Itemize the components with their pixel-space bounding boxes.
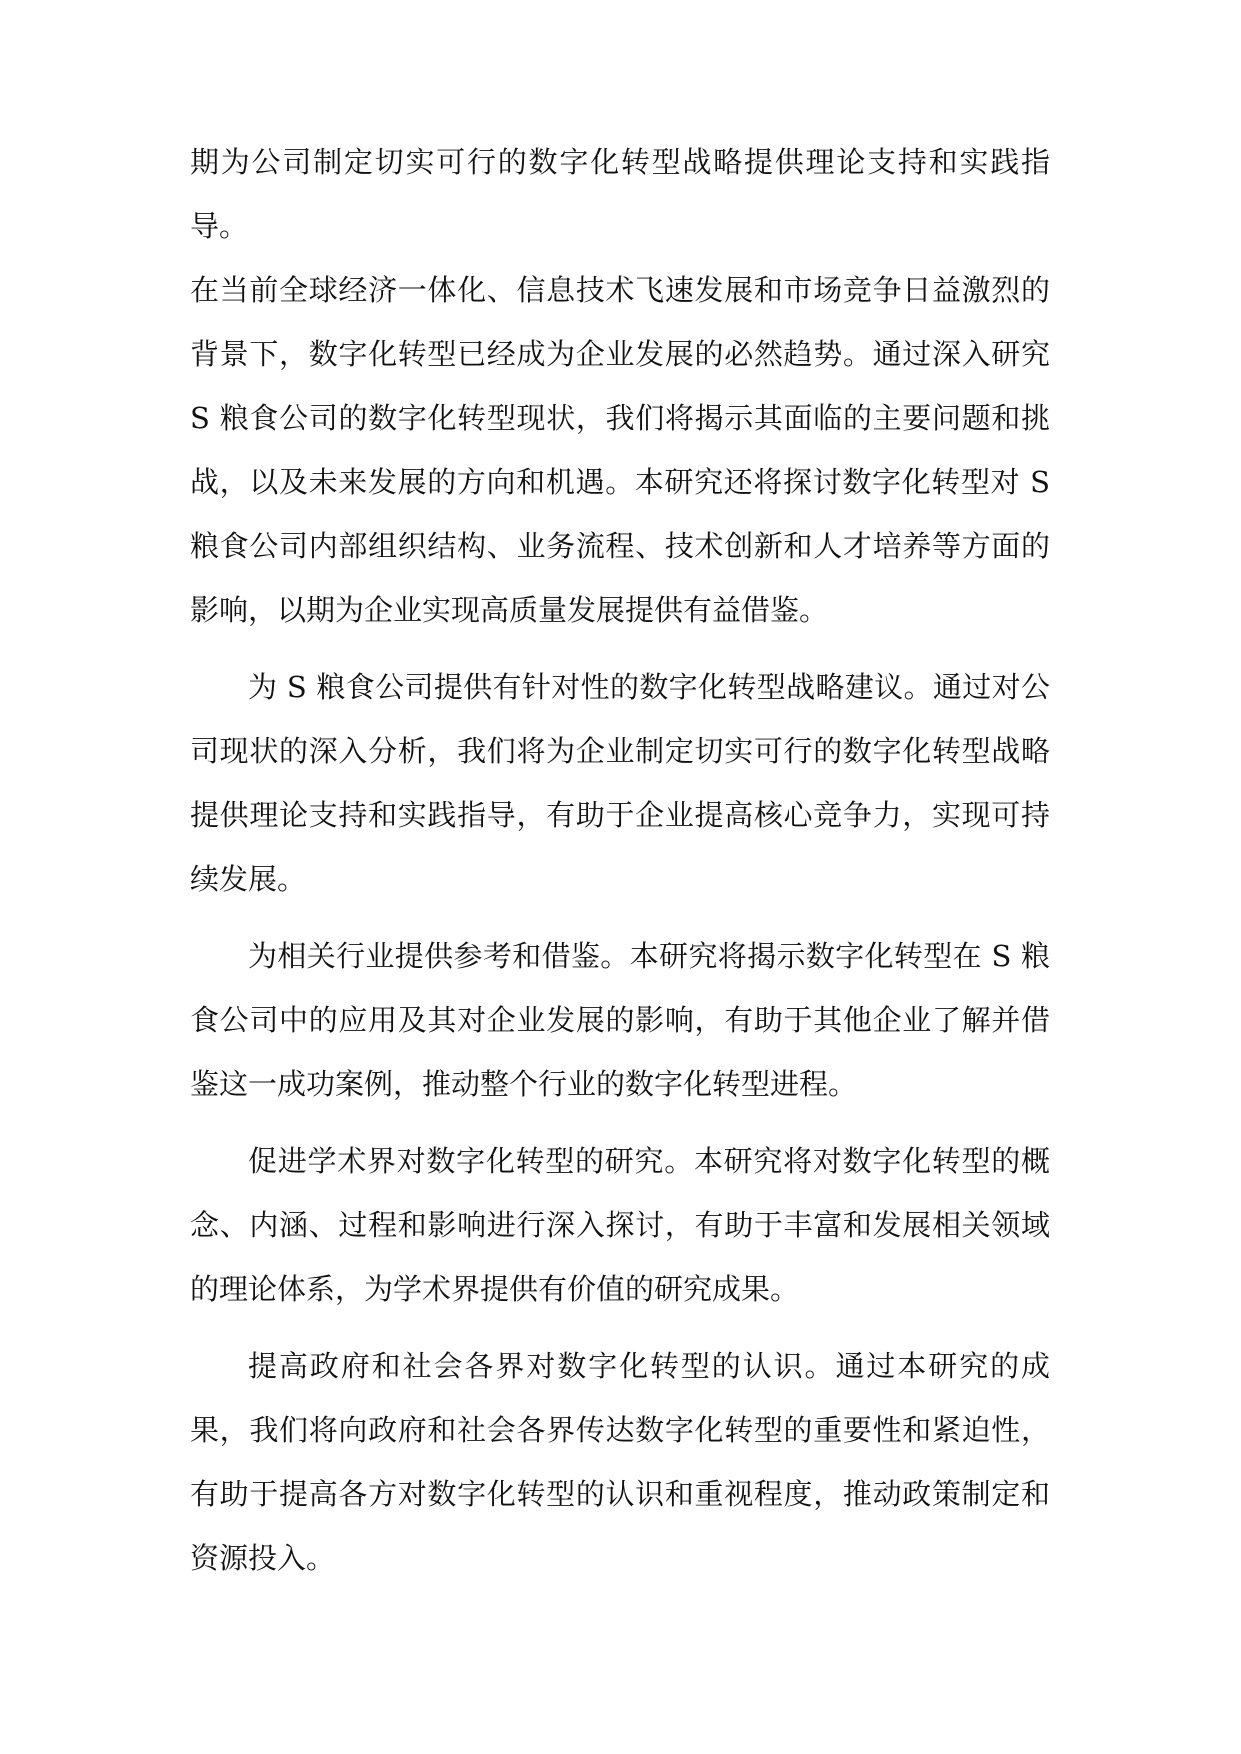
- paragraph-academic-research: 促进学术界对数字化转型的研究。本研究将对数字化转型的概念、内涵、过程和影响进行深入探讨，有助于丰富和发展相关领域的理论体系，为学术界提供有价值的研究成果。: [190, 1144, 1050, 1306]
- document-body: [190, 130, 1050, 1590]
- paragraph-strategy-advice: 为 S 粮食公司提供有针对性的数字化转型战略建议。通过对公司现状的深入分析，我们将为企业制定切实可行的数字化转型战略提供理论支持和实践指导，有助于企业提高核心竞争力，实现可持续发展。: [190, 670, 1050, 896]
- paragraph-background: 在当前全球经济一体化、信息技术飞速发展和市场竞争日益激烈的背景下，数字化转型已经成为企业发展的必然趋势。通过深入研究 S 粮食公司的数字化转型现状，我们将揭示其面临的主要问题和挑战，以及未来发展的方向和机遇。本研究还将探讨数字化转型对 S 粮食公司内部组织结构、业务流程、技术创新和人才培养等方面的影响，以期为企业实现高质量发展提供有益借鉴。: [190, 273, 1050, 627]
- paragraph-continuation: 期为公司制定切实可行的数字化转型战略提供理论支持和实践指导。: [190, 145, 1050, 243]
- paragraph-government-awareness: 提高政府和社会各界对数字化转型的认识。通过本研究的成果，我们将向政府和社会各界传达数字化转型的重要性和紧迫性，有助于提高各方对数字化转型的认识和重视程度，推动政策制定和资源投入。: [190, 1349, 1050, 1575]
- paragraph-industry-reference: 为相关行业提供参考和借鉴。本研究将揭示数字化转型在 S 粮食公司中的应用及其对企业发展的影响，有助于其他企业了解并借鉴这一成功案例，推动整个行业的数字化转型进程。: [190, 939, 1050, 1101]
